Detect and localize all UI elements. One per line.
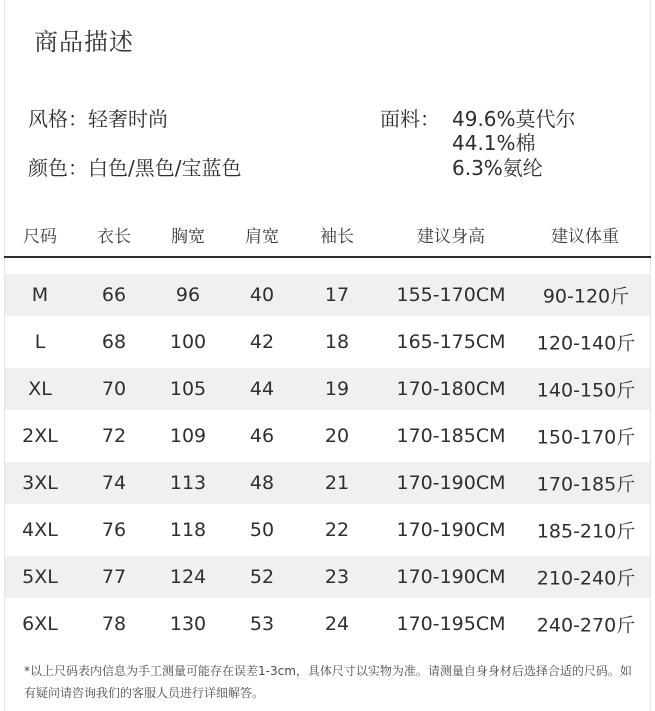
fabric-label: 面料：: [380, 107, 440, 131]
cell-sleeve: 24: [324, 613, 350, 635]
section-title: 商品描述: [34, 28, 134, 56]
cell-weight: 140-150斤: [536, 379, 636, 402]
cell-chest: 109: [169, 425, 207, 447]
cell-size: M: [31, 284, 49, 306]
cell-height: 155-170CM: [396, 284, 506, 306]
cell-sleeve: 17: [324, 284, 350, 306]
table-row: [5, 415, 650, 457]
cell-shoulder: 40: [249, 284, 275, 306]
cell-size: 5XL: [22, 566, 58, 588]
cell-height: 170-190CM: [396, 519, 506, 541]
cell-chest: 118: [169, 519, 207, 541]
table-row: [5, 509, 650, 551]
cell-shoulder: 53: [249, 613, 275, 635]
cell-size: L: [34, 331, 46, 353]
cell-shoulder: 44: [249, 378, 275, 400]
cell-height: 170-190CM: [396, 472, 506, 494]
cell-sleeve: 22: [324, 519, 350, 541]
cell-length: 76: [101, 519, 127, 541]
cell-height: 170-195CM: [396, 613, 506, 635]
cell-size: 3XL: [22, 472, 58, 494]
cell-weight: 240-270斤: [536, 614, 636, 637]
cell-chest: 100: [169, 331, 207, 353]
table-row: [5, 556, 650, 598]
table-row: [5, 274, 650, 316]
header-height: 建议身高: [417, 227, 485, 247]
measurement-note: *以上尺码表内信息为手工测量可能存在误差1-3cm，具体尺寸以实物为准。请测量自身身材后选择合适的尺码。如有疑问请咨询我们的客服人员进行详细解答。: [24, 664, 632, 700]
cell-sleeve: 18: [324, 331, 350, 353]
cell-sleeve: 23: [324, 566, 350, 588]
fabric-item-cotton: 44.1%棉: [452, 131, 536, 155]
cell-chest: 96: [175, 284, 201, 306]
table-row: [5, 603, 650, 645]
cell-shoulder: 48: [249, 472, 275, 494]
style-info: 风格：轻奢时尚: [28, 107, 168, 131]
cell-length: 78: [101, 613, 127, 635]
cell-length: 74: [101, 472, 127, 494]
cell-weight: 185-210斤: [536, 520, 636, 543]
cell-weight: 90-120斤: [542, 285, 630, 308]
cell-chest: 130: [169, 613, 207, 635]
fabric-item-spandex: 6.3%氨纶: [452, 156, 543, 180]
cell-height: 165-175CM: [396, 331, 506, 353]
cell-shoulder: 46: [249, 425, 275, 447]
table-row: [5, 368, 650, 410]
cell-chest: 124: [169, 566, 207, 588]
cell-sleeve: 21: [324, 472, 350, 494]
header-weight: 建议体重: [551, 227, 619, 247]
cell-sleeve: 20: [324, 425, 350, 447]
cell-weight: 170-185斤: [536, 473, 636, 496]
header-size: 尺码: [23, 227, 57, 247]
header-chest: 胸宽: [171, 227, 205, 247]
cell-length: 68: [101, 331, 127, 353]
cell-height: 170-185CM: [396, 425, 506, 447]
cell-weight: 210-240斤: [536, 567, 636, 590]
cell-length: 66: [101, 284, 127, 306]
header-sleeve: 袖长: [320, 227, 354, 247]
cell-size: 2XL: [22, 425, 58, 447]
cell-height: 170-180CM: [396, 378, 506, 400]
cell-size: XL: [28, 378, 52, 400]
cell-shoulder: 52: [249, 566, 275, 588]
cell-size: 6XL: [22, 613, 58, 635]
cell-weight: 120-140斤: [536, 332, 636, 355]
header-shoulder: 肩宽: [245, 227, 279, 247]
cell-size: 4XL: [22, 519, 58, 541]
fabric-item-modal: 49.6%莫代尔: [452, 107, 576, 131]
cell-chest: 113: [169, 472, 207, 494]
cell-shoulder: 42: [249, 331, 275, 353]
cell-sleeve: 19: [324, 378, 350, 400]
cell-chest: 105: [169, 378, 207, 400]
table-row: [5, 321, 650, 363]
cell-length: 70: [101, 378, 127, 400]
header-length: 衣长: [97, 227, 131, 247]
cell-height: 170-190CM: [396, 566, 506, 588]
header-divider: [4, 256, 651, 258]
size-table-header: [0, 222, 655, 252]
cell-length: 77: [101, 566, 127, 588]
cell-length: 72: [101, 425, 127, 447]
color-info: 颜色：白色/黑色/宝蓝色: [28, 156, 242, 180]
cell-weight: 150-170斤: [536, 426, 636, 449]
cell-shoulder: 50: [249, 519, 275, 541]
table-row: [5, 462, 650, 504]
